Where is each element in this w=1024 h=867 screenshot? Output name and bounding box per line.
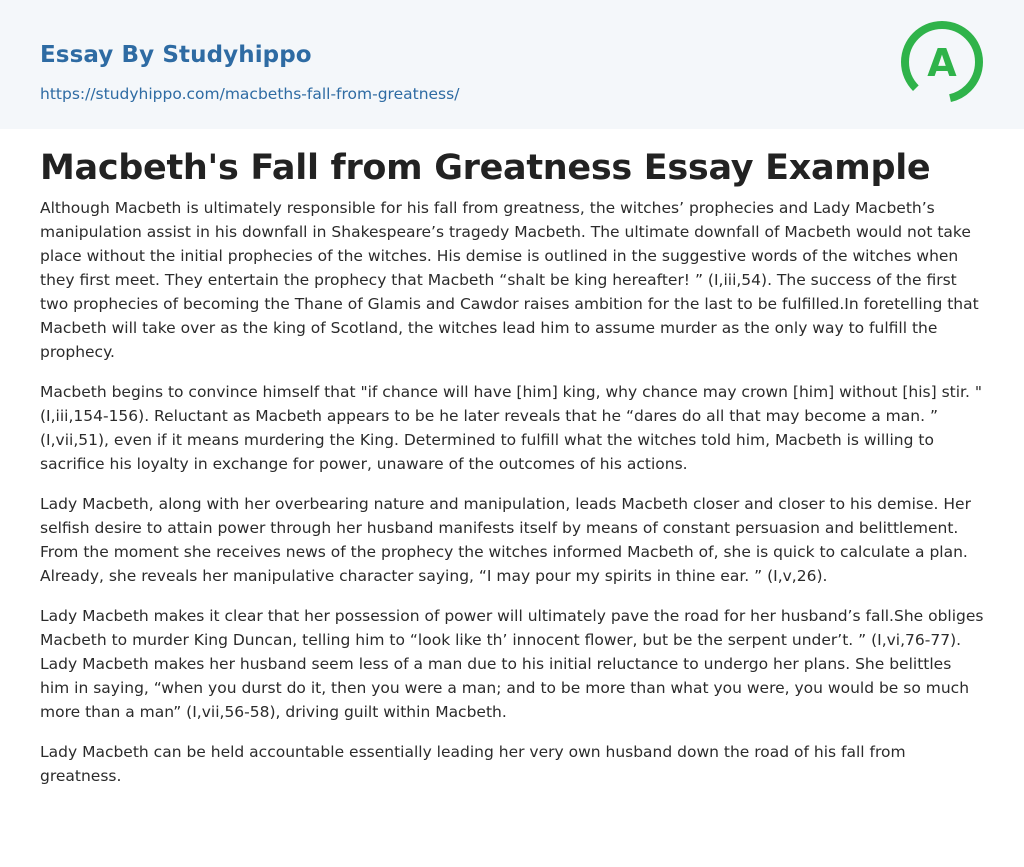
essay-url-link[interactable]: https://studyhippo.com/macbeths-fall-from-greatness/ (40, 85, 460, 103)
brand-title[interactable]: Essay By Studyhippo (40, 42, 312, 68)
studyhippo-logo-icon[interactable] (900, 20, 984, 104)
page-title: Macbeth's Fall from Greatness Essay Example (40, 148, 931, 188)
article (0, 146, 1024, 788)
paragraph: Lady Macbeth, along with her overbearing nature and manipulation, leads Macbeth closer and closer to his demise. Her selfish desire to attain power through her husband manifests itself by means of constant persuasion and belittlement. From the moment she receives news of the prophecy the witches informed Macbeth of, she is quick to calculate a plan. Already, she reveals her manipulative character saying, “I may pour my spirits in thine ear. ” (I,v,26). (40, 495, 971, 585)
site-header (0, 0, 1024, 129)
paragraph: Macbeth begins to convince himself that "if chance will have [him] king, why chance may crown [him] without [his] stir. " (I,iii,154-156). Reluctant as Macbeth appears to be he later reveals that he “dares do all that may become a man. ” (I,vii,51), even if it means murdering the King. Determined to fulfill what the witches told him, Macbeth is willing to sacrifice his loyalty in exchange for power, unaware of the outcomes of his actions. (40, 383, 982, 473)
paragraph: Lady Macbeth can be held accountable essentially leading her very own husband down the road of his fall from greatness. (40, 743, 906, 785)
paragraph: Lady Macbeth makes it clear that her possession of power will ultimately pave the road for her husband’s fall.She obliges Macbeth to murder King Duncan, telling him to “look like th’ innocent flower, but be the serpent under’t. ” (I,vi,76-77). Lady Macbeth makes her husband seem less of a man due to his initial reluctance to undergo her plans. She belittles him in saying, “when you durst do it, then you were a man; and to be more than what you were, you would be so much more than a man” (I,vii,56-58), driving guilt within Macbeth. (40, 607, 984, 721)
logo-letter: A (927, 41, 957, 85)
paragraph: Although Macbeth is ultimately responsible for his fall from greatness, the witches’ prophecies and Lady Macbeth’s manipulation assist in his downfall in Shakespeare’s tragedy Macbeth. The ultimate downfall of Macbeth would not take place without the initial prophecies of the witches. His demise is outlined in the suggestive words of the witches when they first meet. They entertain the prophecy that Macbeth “shalt be king hereafter! ” (I,iii,54). The success of the first two prophecies of becoming the Thane of Glamis and Cawdor raises ambition for the last to be fulfilled.In foretelling that Macbeth will take over as the king of Scotland, the witches lead him to assume murder as the only way to fulfill the prophecy. (40, 199, 979, 361)
